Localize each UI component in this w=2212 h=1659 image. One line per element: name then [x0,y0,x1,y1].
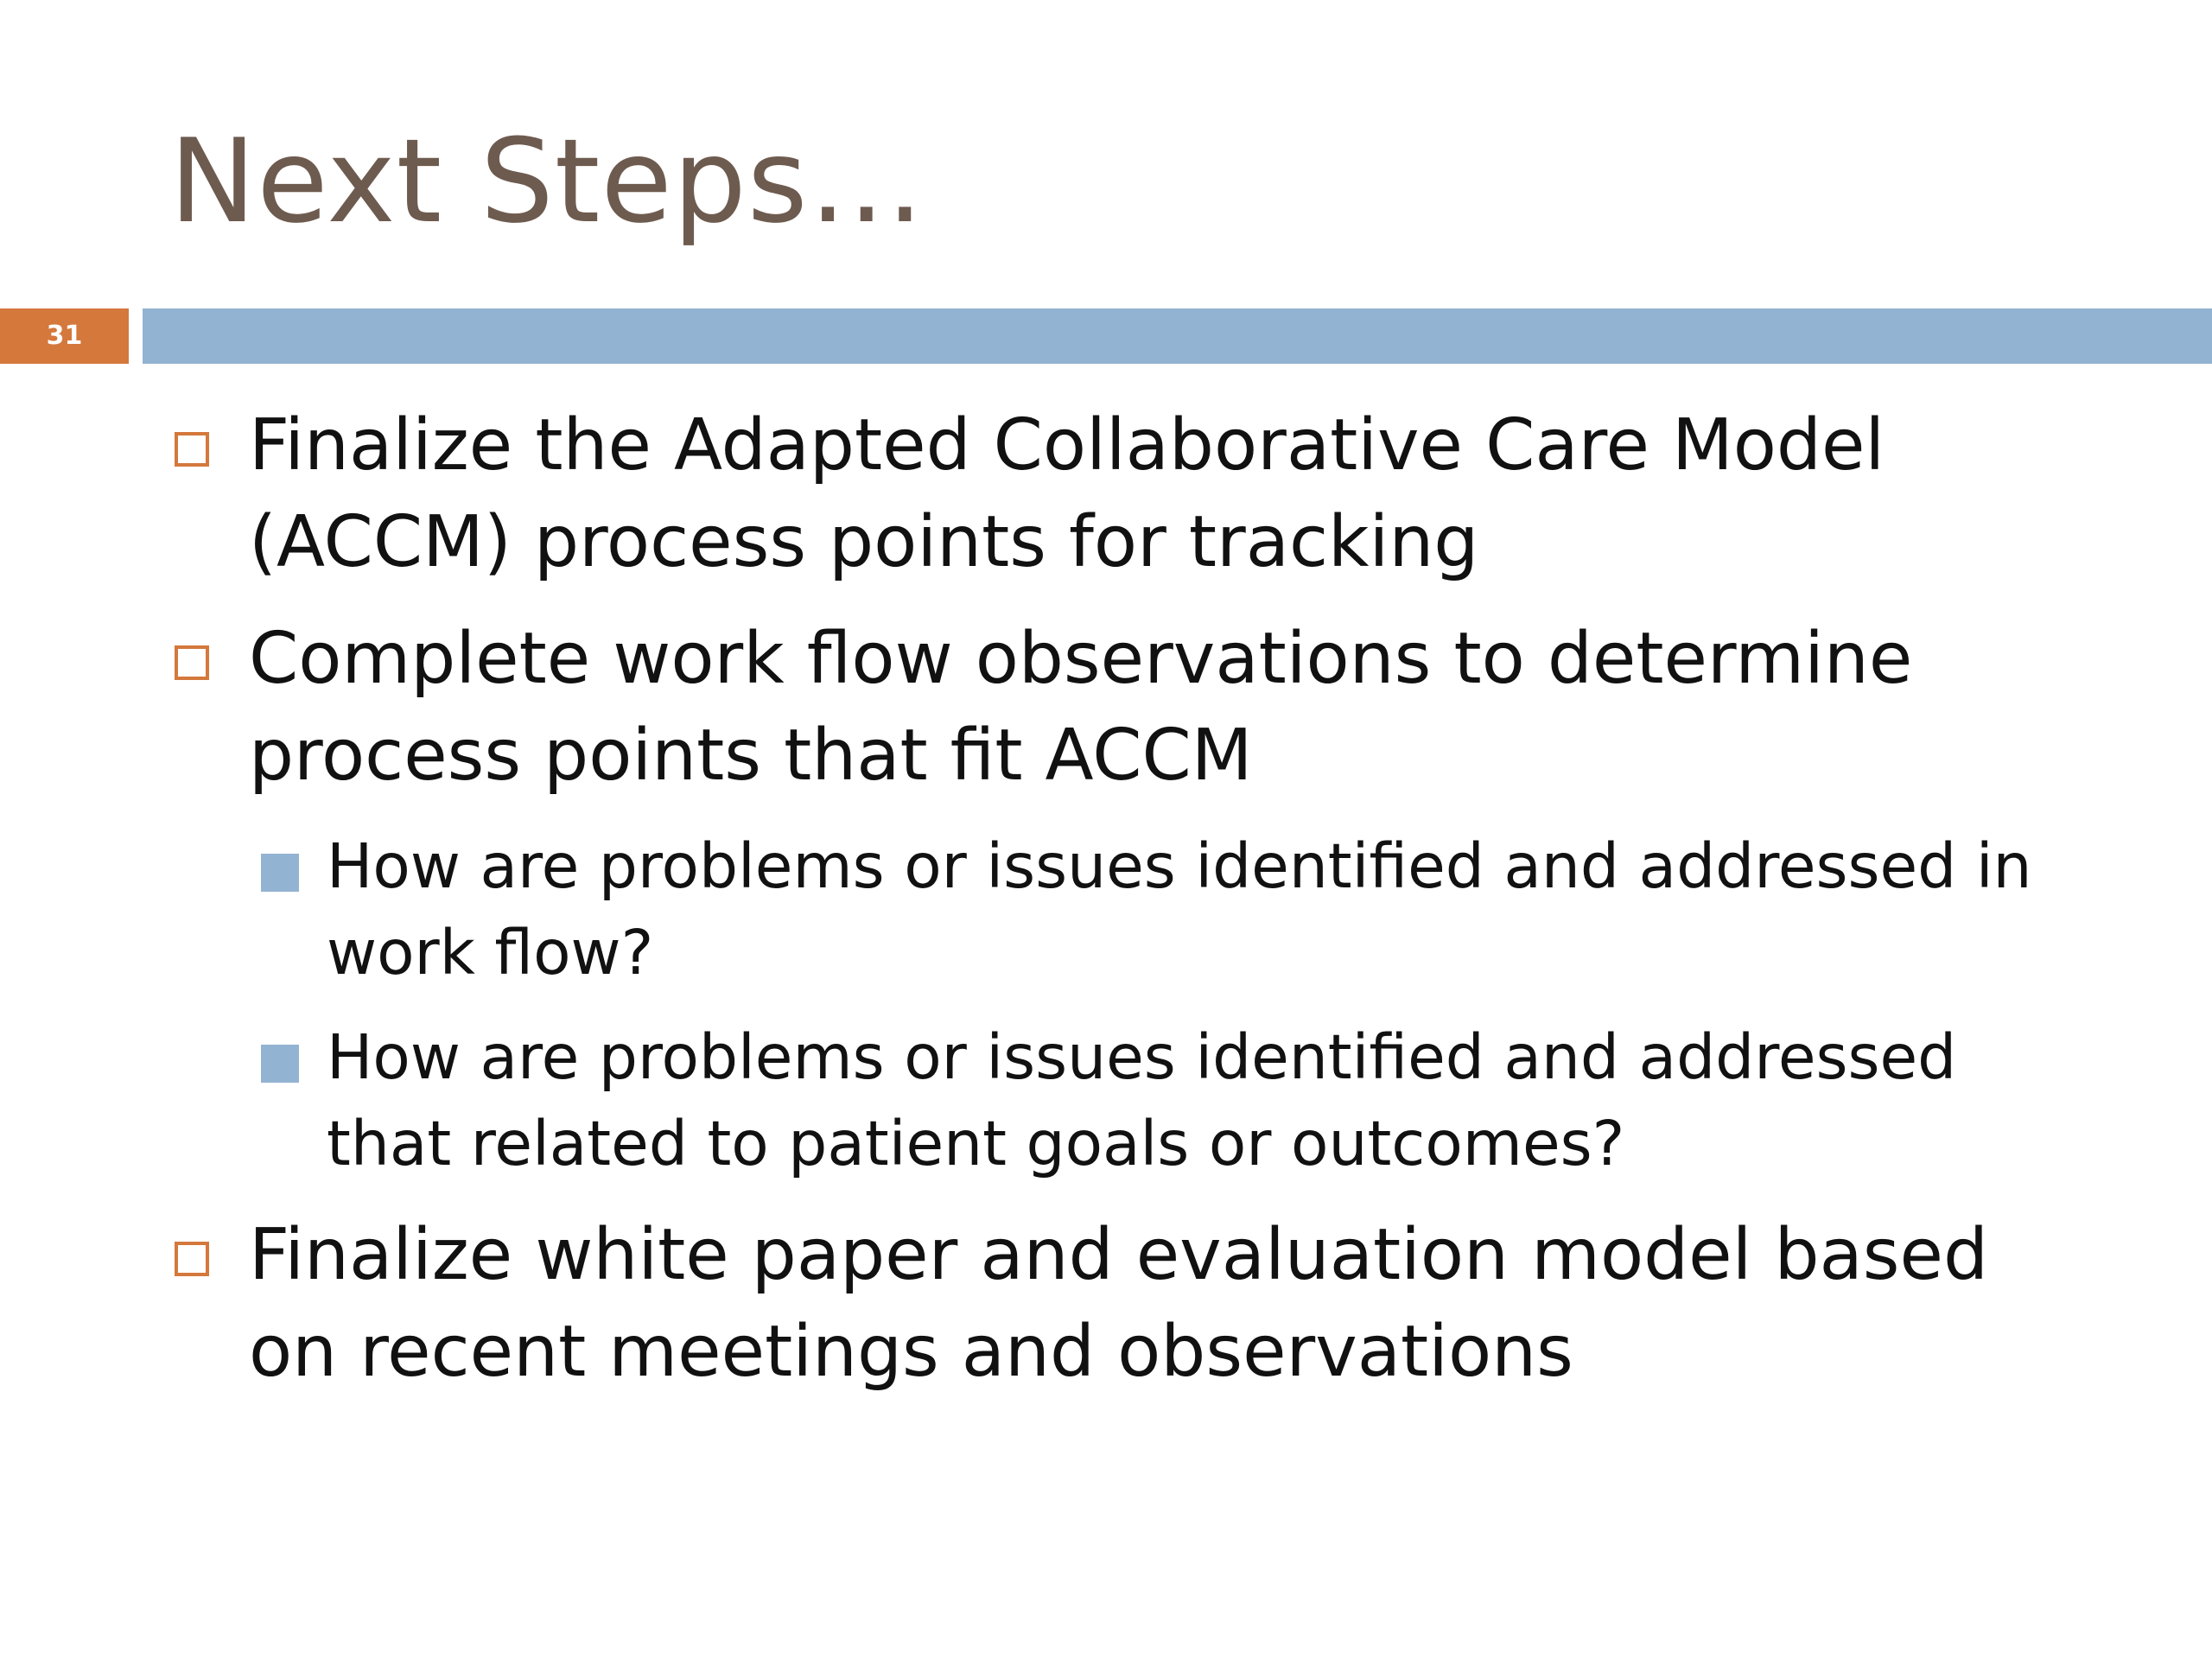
bullet-item [249,1207,2107,1401]
bullet-text: Finalize the Adapted Collaborative Care Model (ACCM) process points for tracking [249,404,1885,583]
bullet-item [249,611,2107,804]
hollow-square-icon [175,645,209,680]
bullet-text: Finalize white paper and evaluation model based on recent meetings and observations [249,1214,1989,1393]
hollow-square-icon [175,1242,209,1276]
filled-square-icon [261,854,299,892]
bullet-text: Complete work flow observations to determine process points that fit ACCM [249,618,1913,797]
sub-bullet-text: How are problems or issues identified and addressed that related to patient goals or outcomes? [327,1021,1957,1179]
sub-bullet-text: How are problems or issues identified and addressed in work flow? [327,830,2032,988]
hollow-square-icon [175,432,209,467]
slide-title: Next Steps… [169,114,925,249]
bullet-item [249,397,2107,591]
slide-number-badge: 31 [0,308,129,364]
sub-bullet-item [327,1014,2158,1187]
filled-square-icon [261,1045,299,1083]
sub-bullet-item [327,823,2158,996]
